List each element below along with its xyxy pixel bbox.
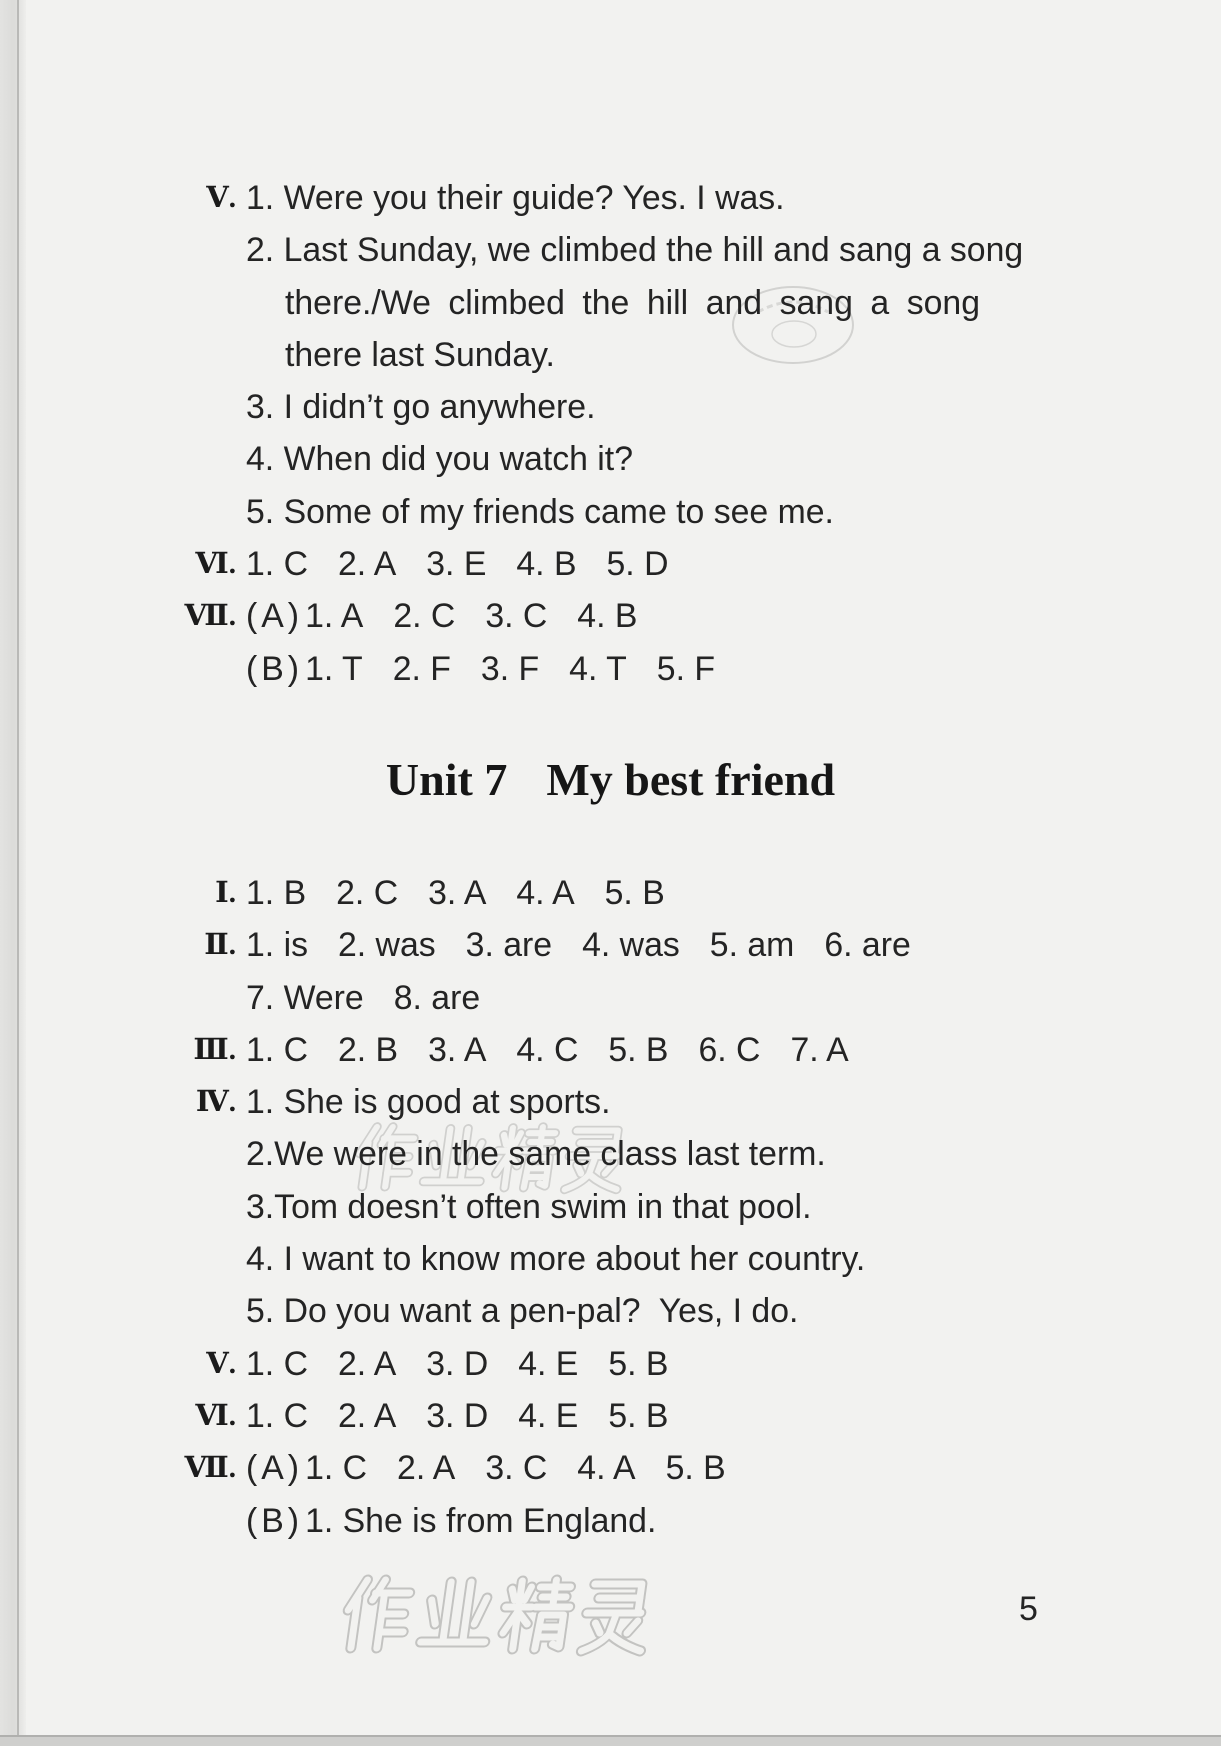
answer-item: 2. C <box>393 597 456 636</box>
previous-unit-answers <box>0 172 1221 695</box>
part-ii-row <box>0 919 1221 971</box>
answer-item: 3. D <box>426 1344 489 1383</box>
answer-line: 1. Were you their guide? Yes. I was. <box>246 179 785 217</box>
answer-item: 1. B <box>246 874 307 912</box>
answer-line: 4. When did you watch it? <box>246 440 633 479</box>
section-numeral: Ⅶ. <box>184 1452 236 1485</box>
answer-list <box>246 867 665 919</box>
part-vii-b-row <box>0 1495 1221 1547</box>
answer-item: 3. C <box>485 1449 548 1488</box>
answer-list <box>246 643 715 695</box>
answer-item: 7. A <box>790 1030 849 1069</box>
part-iii-row <box>0 1024 1221 1076</box>
subpart-label: (A) <box>246 1449 304 1488</box>
answer-item: 1. T <box>305 649 363 688</box>
unit7-answers <box>0 867 1221 1547</box>
subpart-label: (A) <box>246 597 304 636</box>
answer-item: 5. D <box>606 545 669 584</box>
answer-item: 1. C <box>246 545 308 584</box>
part-iv-row <box>0 1128 1221 1180</box>
answer-item: 1. C <box>305 1449 368 1488</box>
part-iv-row <box>0 1076 1221 1128</box>
answer-line: 5. Some of my friends came to see me. <box>246 492 834 531</box>
answer-item: 1. C <box>246 1344 308 1383</box>
part-v-row <box>0 277 1221 329</box>
answer-list <box>246 1442 726 1494</box>
answer-list <box>246 538 668 590</box>
part-i-row <box>0 867 1221 919</box>
answer-item: 8. are <box>393 978 481 1017</box>
answer-item: 6. are <box>824 926 911 965</box>
answer-item: 2. was <box>337 926 436 965</box>
answer-item: 2. A <box>337 1396 397 1435</box>
answer-item: 1. A <box>305 597 364 636</box>
answer-line: 1. She is from England. <box>305 1501 657 1540</box>
answer-item: 3. D <box>426 1396 489 1435</box>
part-v-row <box>0 224 1221 276</box>
answer-item: 6. C <box>698 1030 761 1069</box>
answer-list <box>246 1338 668 1390</box>
section-numeral: Ⅶ. <box>184 600 236 633</box>
answer-list <box>246 1024 849 1076</box>
section-numeral: Ⅳ. <box>195 1086 236 1119</box>
part-iv-row <box>0 1181 1221 1233</box>
answer-item: 5. B <box>608 1030 669 1069</box>
answer-item: 2. A <box>337 1344 397 1383</box>
part-vi-row <box>0 538 1221 590</box>
answer-item: 4. A <box>577 1449 636 1488</box>
answer-item: 4. was <box>582 926 680 965</box>
part-vii-a-row <box>0 590 1221 642</box>
part-v-row <box>0 1338 1221 1390</box>
answer-line: 1. She is good at sports. <box>246 1083 611 1122</box>
answer-list <box>246 590 637 642</box>
answer-item: 2. C <box>336 874 399 912</box>
section-numeral: Ⅵ. <box>195 548 236 581</box>
section-numeral: Ⅴ. <box>206 182 236 214</box>
answer-item: 4. E <box>518 1344 579 1383</box>
answer-item: 5. B <box>608 1396 669 1435</box>
unit-title <box>0 750 1221 810</box>
part-ii-row <box>0 972 1221 1024</box>
answer-line-continued: there./We climbed the hill and sang a song <box>285 283 980 322</box>
answer-item: 3. E <box>426 545 487 584</box>
watermark-bottom <box>334 1572 654 1654</box>
page-bottom-edge <box>0 1735 1221 1746</box>
unit-name: My best friend <box>546 754 836 805</box>
page-number: 5 <box>1019 1590 1038 1628</box>
answer-line: 3. I didn’t go anywhere. <box>246 388 596 427</box>
answer-item: 5. am <box>709 926 795 965</box>
answer-item: 5. F <box>656 649 716 688</box>
unit-number: Unit 7 <box>385 754 508 805</box>
part-vii-a-row <box>0 1442 1221 1494</box>
part-v-row <box>0 486 1221 538</box>
answer-item: 7. Were <box>246 978 364 1017</box>
answer-item: 4. T <box>569 649 627 688</box>
answer-item: 1. C <box>246 1030 308 1069</box>
answer-item: 4. E <box>518 1396 579 1435</box>
answer-item: 4. B <box>516 545 577 584</box>
answer-item: 3. are <box>465 926 553 965</box>
answer-line: 2. Last Sunday, we climbed the hill and sang a song <box>246 231 1024 270</box>
answer-item: 2. A <box>337 545 397 584</box>
answer-line: 4. I want to know more about her country. <box>246 1240 866 1279</box>
answer-list <box>246 1495 656 1547</box>
answer-item: 4. B <box>577 597 638 636</box>
answer-item: 3. F <box>480 649 540 688</box>
part-v-row <box>0 329 1221 381</box>
answer-list <box>246 972 480 1024</box>
answer-item: 5. B <box>608 1344 669 1383</box>
section-numeral: Ⅵ. <box>195 1399 236 1432</box>
subpart-label: (B) <box>246 1501 304 1540</box>
answer-line-continued: there last Sunday. <box>285 335 555 374</box>
section-numeral: Ⅰ. <box>215 877 236 909</box>
part-vi-row <box>0 1390 1221 1442</box>
answer-item: 5. B <box>604 874 665 912</box>
answer-item: 3. A <box>428 874 487 912</box>
answer-item: 2. A <box>397 1449 456 1488</box>
section-numeral: Ⅴ. <box>206 1347 236 1380</box>
answer-line: 5. Do you want a pen-pal? Yes, I do. <box>246 1292 799 1331</box>
answer-item: 1. C <box>246 1396 308 1435</box>
answer-item: 3. A <box>428 1030 487 1069</box>
part-iv-row <box>0 1233 1221 1285</box>
part-iv-row <box>0 1285 1221 1337</box>
answer-item: 3. C <box>485 597 548 636</box>
part-v-row <box>0 172 1221 224</box>
answer-item: 4. C <box>516 1030 579 1069</box>
subpart-label: (B) <box>246 649 304 688</box>
part-v-row <box>0 433 1221 485</box>
answer-list <box>246 1390 668 1442</box>
answer-item: 5. B <box>665 1449 726 1488</box>
section-numeral: Ⅱ. <box>204 929 236 962</box>
answer-line: 3.Tom doesn’t often swim in that pool. <box>246 1187 812 1226</box>
section-numeral: Ⅲ. <box>193 1033 236 1066</box>
answer-list <box>246 919 911 971</box>
answer-item: 1. is <box>246 926 308 965</box>
answer-line: 2.We were in the same class last term. <box>246 1135 826 1174</box>
answer-item: 2. B <box>337 1030 399 1069</box>
answer-item: 4. A <box>516 874 575 912</box>
part-v-row <box>0 381 1221 433</box>
answer-item: 2. F <box>392 649 451 688</box>
part-vii-b-row <box>0 643 1221 695</box>
